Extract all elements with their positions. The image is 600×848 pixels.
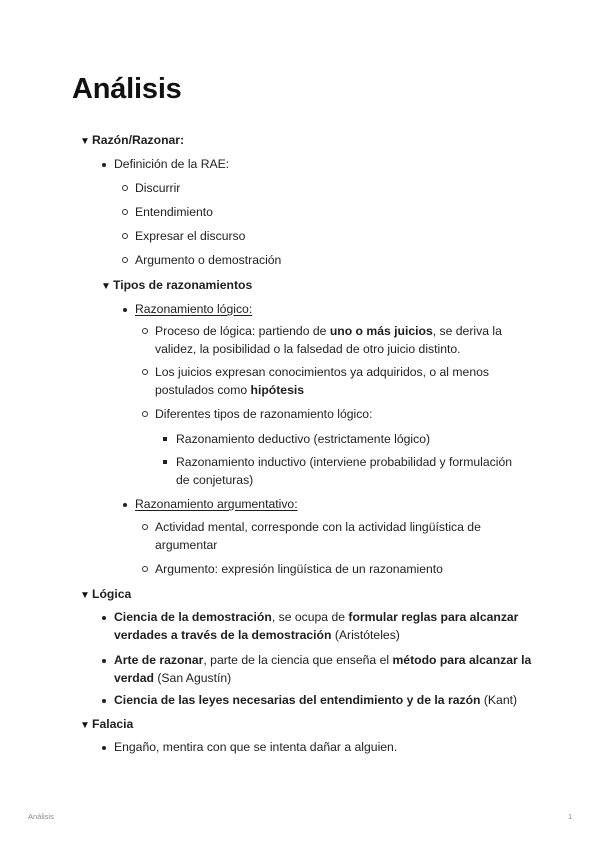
list-item-continuation: argumentar xyxy=(155,538,218,552)
list-item-continuation: validez, la posibilidad o la falsedad de otro juicio distinto. xyxy=(155,342,461,356)
list-item: Razonamiento lógico: xyxy=(135,302,253,316)
list-item: Definición de la RAE: xyxy=(114,157,230,171)
page-number: 1 xyxy=(568,812,573,821)
toggle-logica[interactable] xyxy=(80,585,131,605)
list-item: Discurrir xyxy=(135,181,181,195)
list-item-continuation: verdades a través de la demostración (Aristóteles) xyxy=(114,628,400,642)
list-item: Los juicios expresan conocimientos ya adquiridos, o al menos xyxy=(155,365,489,379)
list-item: Argumento o demostración xyxy=(135,253,282,267)
list-item-continuation: de conjeturas) xyxy=(176,473,254,487)
toggle-falacia[interactable] xyxy=(80,715,133,735)
toggle-razon[interactable] xyxy=(80,131,184,151)
list-item: Arte de razonar, parte de la ciencia que enseña el método para alcanzar la xyxy=(114,653,532,667)
list-item-continuation: postulados como hipótesis xyxy=(155,383,305,397)
list-item: Razonamiento deductivo (estrictamente lógico) xyxy=(176,432,431,446)
list-item-continuation: verdad (San Agustín) xyxy=(114,671,232,685)
list-item: Ciencia de las leyes necesarias del entendimiento y de la razón (Kant) xyxy=(114,693,518,707)
list-item: Argumento: expresión lingüística de un razonamiento xyxy=(155,562,443,576)
list-item: Ciencia de la demostración, se ocupa de formular reglas para alcanzar xyxy=(114,610,519,624)
toggle-triangle-icon: ▼ xyxy=(80,720,90,731)
list-item: Proceso de lógica: partiendo de uno o más juicios, se deriva la xyxy=(155,324,502,338)
toggle-label: Falacia xyxy=(92,717,134,731)
list-item: Expresar el discurso xyxy=(135,229,246,243)
toggle-label: Lógica xyxy=(92,587,132,601)
list-item: Razonamiento inductivo (interviene probabilidad y formulación xyxy=(176,455,513,469)
toggle-tipos[interactable] xyxy=(101,276,252,296)
list-item: Actividad mental, corresponde con la actividad lingüística de xyxy=(155,520,481,534)
footer-title: Análisis xyxy=(28,812,54,821)
toggle-triangle-icon: ▼ xyxy=(80,590,90,601)
toggle-triangle-icon: ▼ xyxy=(101,281,111,292)
list-item: Razonamiento argumentativo: xyxy=(135,497,298,511)
list-item: Diferentes tipos de razonamiento lógico: xyxy=(155,407,373,421)
toggle-label: Tipos de razonamientos xyxy=(113,278,253,292)
page-title: Análisis xyxy=(72,73,182,105)
list-item: Entendimiento xyxy=(135,205,213,219)
toggle-triangle-icon: ▼ xyxy=(80,136,90,147)
toggle-label: Razón/Razonar: xyxy=(92,133,185,147)
list-item: Engaño, mentira con que se intenta dañar a alguien. xyxy=(114,740,398,754)
